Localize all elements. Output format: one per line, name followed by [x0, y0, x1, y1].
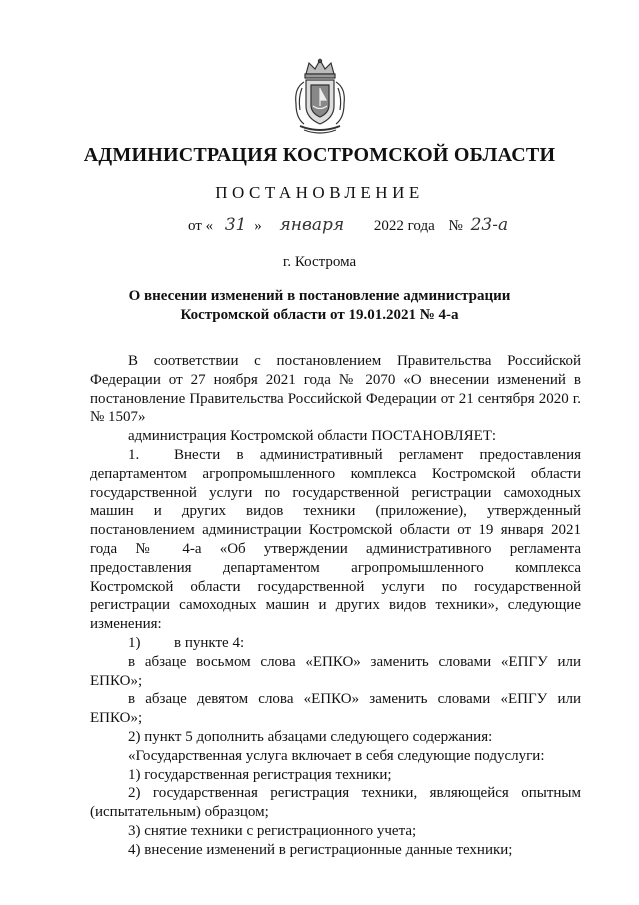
number-prefix: № [448, 218, 463, 234]
paragraph: В соответствии с постановлением Правительства Российской Федерации от 27 ноября 2021 года № 2070 «О внесении изменений в постановление Правительства Российской Федерации от 21 сентября 2020 г. № 1507» [90, 353, 581, 426]
coat-of-arms-emblem [290, 58, 350, 138]
date-number-line [188, 215, 508, 235]
year-text: 2022 года [373, 218, 435, 234]
paragraph: в абзаце восьмом слова «ЕПКО» заменить словами «ЕПГУ или ЕПКО»; [90, 653, 581, 689]
paragraph-item-1 [90, 446, 581, 634]
subject-line-2: Костромской области от 19.01.2021 № 4-а [180, 307, 459, 323]
document-subject [0, 287, 639, 325]
city: г. Кострома [282, 254, 357, 270]
item-text: Внести в административный регламент предоставления департаментом агропромышленного комплекса Костромской области государственной услуги по государственной регистрации самоходных машин и других видов техники (приложение), утвержденный постановлением администрации Костромской области от 19 января 2021 года № 4-а «Об утверждении административного регламента предоставления департаментом агропромышленного комплекса Костромской области государственной услуги по государственной регистрации самоходных машин и других видов техники», следующие изменения: [90, 446, 581, 633]
item-text: в пункте 4: [174, 634, 245, 651]
paragraph-subitem-1 [90, 634, 581, 653]
document-body [90, 352, 581, 860]
handwritten-month: января [279, 215, 345, 235]
item-number: 1) [128, 634, 141, 651]
paragraph: 2) государственная регистрация техники, являющейся опытным (испытательным) образцом; [90, 785, 581, 821]
paragraph: администрация Костромской области ПОСТАНОВЛЯЕТ: [128, 428, 497, 445]
handwritten-number: 23-а [470, 215, 509, 235]
paragraph: в абзаце девятом слова «ЕПКО» заменить словами «ЕПГУ или ЕПКО»; [90, 691, 581, 727]
item-number: 1. [128, 446, 140, 463]
date-day-suffix: » [254, 218, 262, 234]
paragraph: 3) снятие техники с регистрационного учета; [128, 822, 417, 839]
paragraph: 4) внесение изменений в регистрационные данные техники; [128, 841, 513, 858]
paragraph: 2) пункт 5 дополнить абзацами следующего содержания: [128, 728, 493, 745]
handwritten-day: 31 [224, 215, 247, 235]
paragraph: «Государственная услуга включает в себя следующие подуслуги: [128, 747, 545, 764]
subject-line-1: О внесении изменений в постановление администрации [128, 288, 511, 304]
paragraph: 1) государственная регистрация техники; [128, 766, 392, 783]
organization-title: АДМИНИСТРАЦИЯ КОСТРОМСКОЙ ОБЛАСТИ [83, 144, 556, 166]
document-type: ПОСТАНОВЛЕНИЕ [215, 183, 424, 202]
date-prefix: от « [188, 218, 214, 234]
